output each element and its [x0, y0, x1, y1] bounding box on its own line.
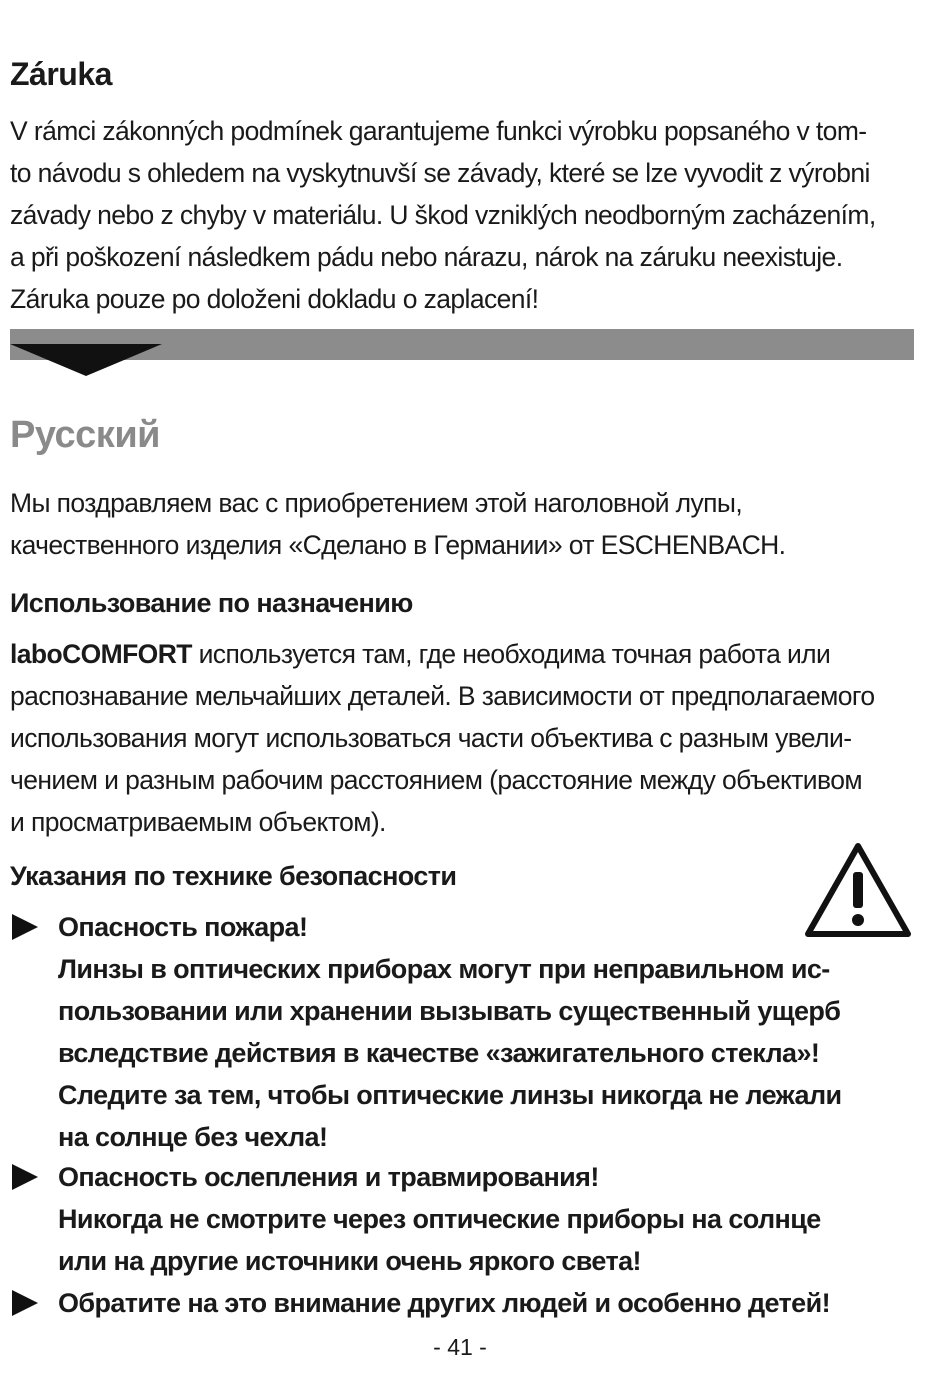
intended-use-heading: Использование по назначению — [10, 588, 413, 618]
intro-text — [10, 482, 915, 566]
intended-use-first-line: используется там, где необходима точная работа или — [191, 639, 831, 669]
warning-text — [58, 906, 842, 1158]
product-name: laboCOMFORT — [10, 639, 192, 669]
warranty-heading: Záruka — [10, 56, 112, 92]
play-arrow-icon — [10, 1288, 40, 1318]
warning-line: вследствие действия в качестве «зажигательного стекла»! — [58, 1038, 820, 1068]
warning-line: Никогда не смотрите через оптические приборы на солнце — [58, 1204, 821, 1234]
warranty-line: závady nebo z chyby v materiálu. U škod vzniklých neodborným zacházením, — [10, 200, 876, 230]
intro-line: Мы поздравляем вас с приобретением этой наголовной лупы, — [10, 488, 743, 518]
safety-heading: Указания по технике безопасности — [10, 861, 457, 891]
intended-use-line — [10, 633, 915, 675]
intended-use-text — [10, 633, 915, 843]
warranty-line: V rámci zákonných podmínek garantujeme funkci výrobku popsaného v tom- — [10, 116, 867, 146]
intro-line: качественного изделия «Сделано в Германии» от ESCHENBACH. — [10, 530, 786, 560]
warranty-line: Záruka pouze po doloženi dokladu o zaplacení! — [10, 284, 539, 314]
intended-use-line: и просматриваемым объектом). — [10, 807, 386, 837]
warranty-text — [10, 110, 915, 320]
warning-line: на солнце без чехла! — [58, 1122, 328, 1152]
warning-line: Опасность ослепления и травмирования! — [58, 1162, 599, 1192]
warning-line: Следите за тем, чтобы оптические линзы никогда не лежали — [58, 1080, 842, 1110]
warning-line: Опасность пожара! — [58, 912, 308, 942]
warranty-line: a při poškození následkem pádu nebo nárazu, nárok na záruku neexistuje. — [10, 242, 843, 272]
warning-line: Линзы в оптических приборах могут при неправильном ис- — [58, 954, 830, 984]
language-heading: Русский — [10, 414, 161, 456]
intended-use-line: использования могут использоваться части объектива с разным увели- — [10, 723, 852, 753]
warranty-line: to návodu s ohledem na vyskytnuvší se závady, které se lze vyvodit z výrobni — [10, 158, 870, 188]
play-arrow-icon — [10, 912, 40, 942]
warning-text — [58, 1156, 821, 1282]
play-arrow-icon — [10, 1162, 40, 1192]
down-triangle-icon — [10, 344, 162, 376]
warning-line: Обратите на это внимание других людей и особенно детей! — [58, 1288, 830, 1318]
warning-text — [58, 1282, 830, 1324]
warning-line: пользовании или хранении вызывать существенный ущерб — [58, 996, 841, 1026]
intended-use-line: распознавание мельчайших деталей. В зависимости от предполагаемого — [10, 681, 875, 711]
warning-line: или на другие источники очень яркого света! — [58, 1246, 641, 1276]
intended-use-line: чением и разным рабочим расстоянием (расстояние между объективом — [10, 765, 862, 795]
page-number: - 41 - — [433, 1334, 487, 1360]
